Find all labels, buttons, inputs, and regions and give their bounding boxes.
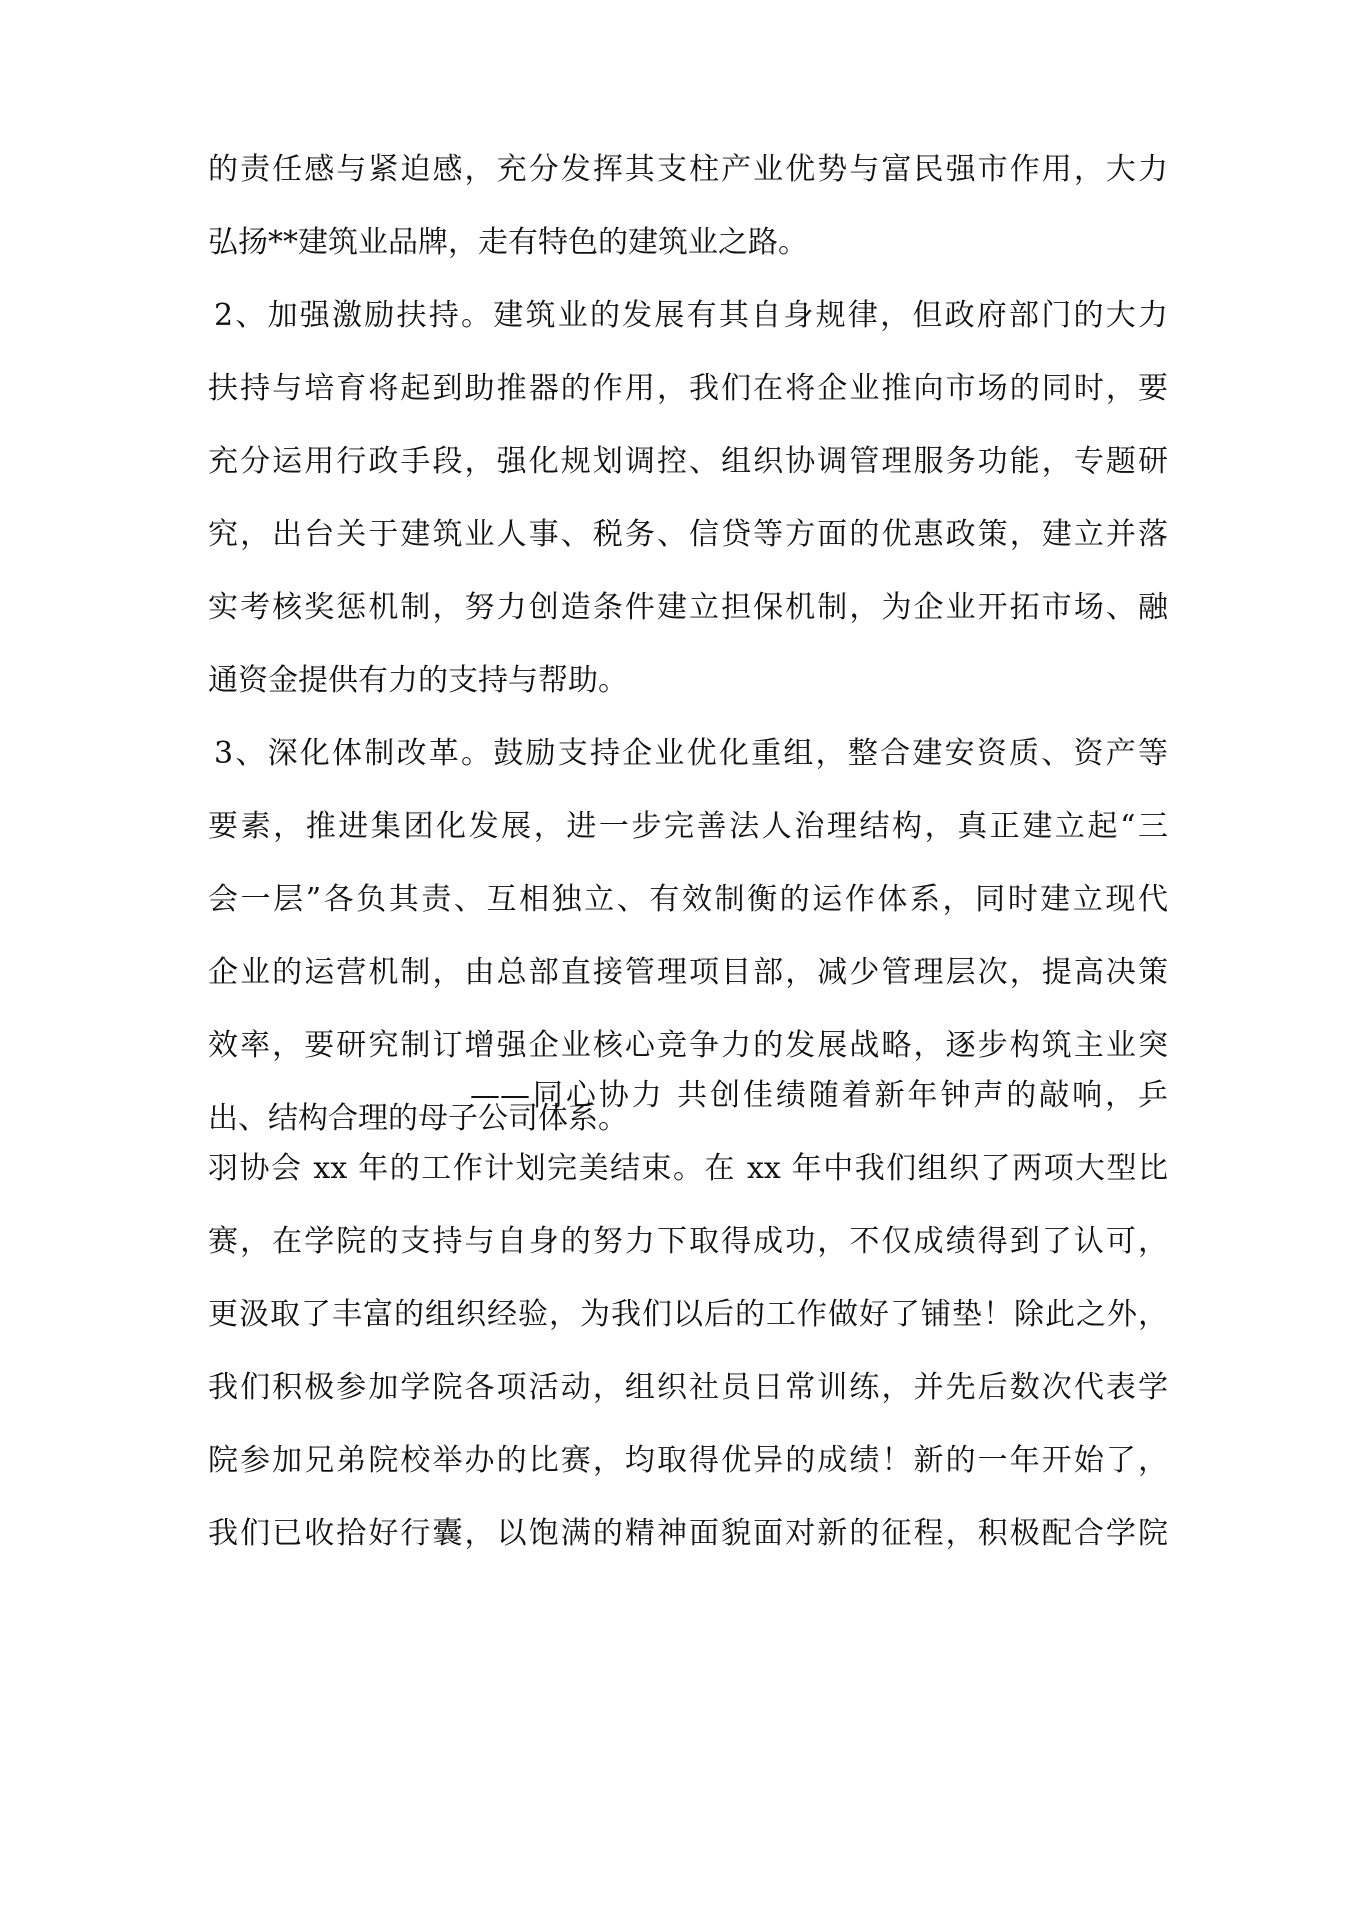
paragraph-line: 院参加兄弟院校举办的比赛，均取得优异的成绩！新的一年开始了，	[208, 1443, 1168, 1478]
paragraph-line: 更汲取了丰富的组织经验，为我们以后的工作做好了铺垫！除此之外，	[208, 1297, 1168, 1332]
paragraph-line: 究，出台关于建筑业人事、税务、信贷等方面的优惠政策，建立并落	[208, 517, 1168, 552]
paragraph-line: 赛，在学院的支持与自身的努力下取得成功，不仅成绩得到了认可，	[208, 1224, 1168, 1259]
paragraph-line: 我们积极参加学院各项活动，组织社员日常训练，并先后数次代表学	[208, 1370, 1168, 1405]
paragraph-line: 实考核奖惩机制，努力创造条件建立担保机制，为企业开拓市场、融	[208, 590, 1168, 625]
paragraph-line: 出、结构合理的母子公司体系。	[208, 1101, 628, 1136]
paragraph-line: 我们已收拾好行囊，以饱满的精神面貌面对新的征程，积极配合学院	[208, 1516, 1168, 1551]
paragraph-line: 弘扬**建筑业品牌，走有特色的建筑业之路。	[208, 225, 808, 260]
paragraph-line: 会一层”各负其责、互相独立、有效制衡的运作体系，同时建立现代	[208, 882, 1168, 917]
body-section-association	[208, 1059, 1168, 1570]
paragraph-line: 要素，推进集团化发展，进一步完善法人治理结构，真正建立起“三	[208, 809, 1168, 844]
paragraph-line: 企业的运营机制，由总部直接管理项目部，减少管理层次，提高决策	[208, 955, 1168, 990]
paragraph-line: 2、加强激励扶持。建筑业的发展有其自身规律，但政府部门的大力	[214, 298, 1168, 333]
paragraph-line: 效率，要研究制订增强企业核心竞争力的发展战略，逐步构筑主业突	[208, 1028, 1168, 1063]
paragraph-line: 通资金提供有力的支持与帮助。	[208, 663, 628, 698]
paragraph-line: 扶持与培育将起到助推器的作用，我们在将企业推向市场的同时，要	[208, 371, 1168, 406]
paragraph-line: 充分运用行政手段，强化规划调控、组织协调管理服务功能，专题研	[208, 444, 1168, 479]
paragraph-line: ——同心协力 共创佳绩随着新年钟声的敲响，乒	[470, 1078, 1168, 1113]
body-section-construction	[208, 133, 1168, 1155]
paragraph-line: 羽协会 xx 年的工作计划完美结束。在 xx 年中我们组织了两项大型比	[208, 1151, 1168, 1186]
paragraph-line: 3、深化体制改革。鼓励支持企业优化重组，整合建安资质、资产等	[214, 736, 1168, 771]
paragraph-line: 的责任感与紧迫感，充分发挥其支柱产业优势与富民强市作用，大力	[208, 152, 1168, 187]
